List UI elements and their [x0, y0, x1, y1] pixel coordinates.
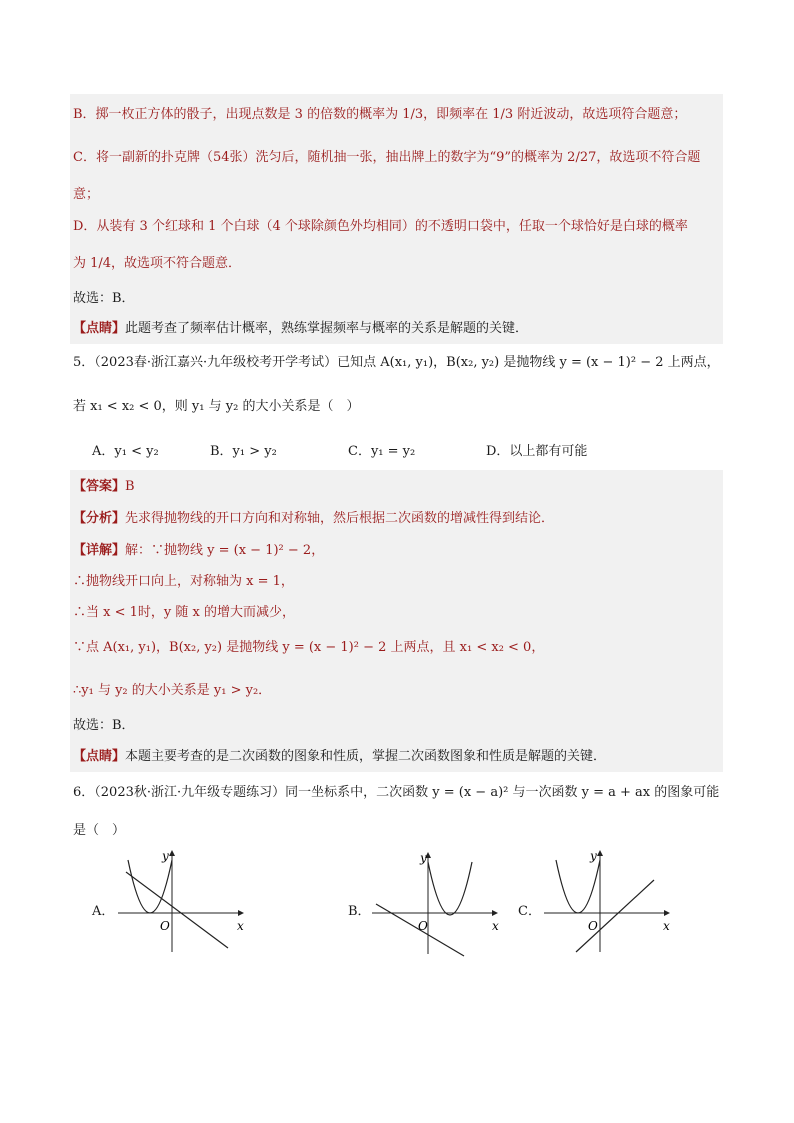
- graph-a-label: A．: [92, 904, 115, 919]
- q5-detail-2: ∴抛物线开口向上，对称轴为 x = 1，: [73, 574, 294, 589]
- q5-conclusion: 故选：B．: [73, 718, 135, 733]
- graph-a-y-label: y: [162, 849, 169, 863]
- comment-tag: 【点睛】: [73, 321, 126, 336]
- graph-c-line: [576, 880, 654, 952]
- graph-c-origin-label: O: [588, 919, 598, 933]
- detail-text-1: 解：∵抛物线 y = (x − 1)² − 2，: [125, 543, 325, 558]
- q5-comment: [73, 748, 606, 766]
- q5-detail-4: ∵点 A(x₁, y₁)，B(x₂, y₂) 是抛物线 y = (x − 1)² − 2 上两点，且 x₁ < x₂ < 0，: [73, 640, 545, 655]
- q6-stem-2: 是（ ）: [73, 823, 126, 838]
- graph-a-y-arrow: [169, 850, 175, 856]
- graph-c-x-label: x: [663, 919, 670, 933]
- graph-b-parabola: [428, 862, 472, 915]
- graph-c: [536, 848, 686, 958]
- q5-option-d: D．以上都有可能: [486, 444, 588, 459]
- graph-a: [110, 848, 260, 958]
- comment-tag-q5: 【点睛】: [73, 749, 126, 764]
- comment-text-q5: 本题主要考查的是二次函数的图象和性质，掌握二次函数图象和性质是解题的关键．: [125, 749, 607, 764]
- graph-b-origin-label: O: [418, 919, 428, 933]
- answer-value: B: [125, 479, 135, 494]
- graph-c-y-arrow: [597, 850, 603, 856]
- graph-c-x-arrow: [664, 910, 670, 916]
- graph-a-x-arrow: [238, 910, 244, 916]
- answer-tag: 【答案】: [73, 479, 126, 494]
- option-d-explanation-1: D．从装有 3 个红球和 1 个白球（4 个球除颜色外均相同）的不透明口袋中，任取一个球恰好是白球的概率: [73, 219, 688, 234]
- graph-b-x-arrow: [492, 910, 498, 916]
- q4-comment: [73, 320, 528, 338]
- option-d-explanation-2: 为 1/4，故选项不符合题意．: [73, 256, 242, 271]
- graph-a-line: [126, 872, 228, 948]
- option-b-explanation: B．掷一枚正方体的骰子，出现点数是 3 的倍数的概率为 1/3，即频率在 1/3 附近波动，故选项符合题意；: [73, 107, 687, 122]
- q5-option-a: A．y₁ < y₂: [92, 444, 159, 459]
- option-c-explanation-1: C．将一副新的扑克牌（54张）洗匀后，随机抽一张，抽出牌上的数字为“9”的概率为 2/27，故选项不符合题: [73, 150, 701, 165]
- graph-a-origin-label: O: [160, 919, 170, 933]
- q5-stem-1: 5．（2023春·浙江嘉兴·九年级校考开学考试）已知点 A(x₁, y₁)，B(x₂, y₂) 是抛物线 y = (x − 1)² − 2 上两点，: [73, 355, 720, 370]
- graph-b-label: B．: [348, 904, 371, 919]
- analysis-text: 先求得抛物线的开口方向和对称轴，然后根据二次函数的增减性得到结论．: [125, 511, 555, 526]
- q6-stem-1: 6．（2023秋·浙江·九年级专题练习）同一坐标系中，二次函数 y = (x − a)² 与一次函数 y = a + ax 的图象可能: [73, 785, 720, 800]
- q5-detail-3: ∴当 x < 1时，y 随 x 的增大而减少，: [73, 605, 295, 620]
- detail-tag: 【详解】: [73, 543, 126, 558]
- q5-answer: [73, 478, 135, 496]
- graph-a-parabola: [128, 860, 172, 913]
- q5-analysis: [73, 510, 554, 528]
- analysis-tag: 【分析】: [73, 511, 126, 526]
- graph-b: [364, 850, 514, 960]
- graph-c-y-label: y: [590, 849, 597, 863]
- option-c-explanation-2: 意；: [73, 187, 100, 202]
- graph-c-parabola: [556, 860, 600, 913]
- q5-detail-1: [73, 542, 324, 560]
- q5-detail-5: ∴y₁ 与 y₂ 的大小关系是 y₁ > y₂．: [73, 683, 272, 698]
- graph-c-label: C．: [518, 904, 541, 919]
- q5-stem-2: 若 x₁ < x₂ < 0，则 y₁ 与 y₂ 的大小关系是（ ）: [73, 399, 360, 414]
- graph-b-y-label: y: [420, 851, 427, 865]
- q5-option-c: C．y₁ = y₂: [348, 444, 416, 459]
- graph-b-x-label: x: [492, 919, 499, 933]
- graph-a-x-label: x: [237, 919, 244, 933]
- q5-option-b: B．y₁ > y₂: [210, 444, 277, 459]
- comment-text: 此题考查了频率估计概率，熟练掌握频率与概率的关系是解题的关键．: [125, 321, 529, 336]
- q4-answer: 故选：B．: [73, 291, 135, 306]
